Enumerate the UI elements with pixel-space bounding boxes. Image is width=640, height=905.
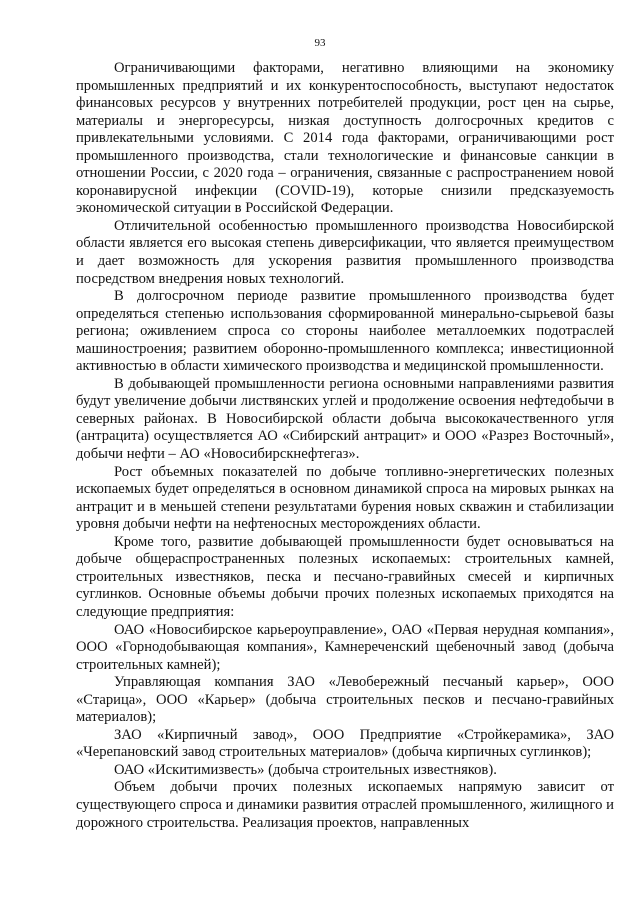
- paragraph-stone-enterprises: ОАО «Новосибирское карьероуправление», ОАО «Первая нерудная компания», ООО «Горнодобывающая компания», Камнереченский щебеночный завод (добыча строительных камней);: [76, 621, 614, 673]
- page-number: 93: [314, 37, 326, 49]
- paragraph-sand-enterprises: Управляющая компания ЗАО «Левобережный песчаный карьер», ООО «Старица», ООО «Карьер» (добыча строительных песков и песчано-гравийных материалов);: [76, 674, 614, 726]
- paragraph-limestone-enterprise: ОАО «Искитимизвесть» (добыча строительных известняков).: [114, 761, 497, 778]
- paragraph-clay-enterprises: ЗАО «Кирпичный завод», ООО Предприятие «Стройкерамика», ЗАО «Черепановский завод строительных материалов» (добыча кирпичных суглинков);: [76, 726, 614, 761]
- paragraph-diversification: Отличительной особенностью промышленного производства Новосибирской области является его высокая степень диверсификации, что является преимуществом и дает возможность для ускорения развития промышленного производства посредством внедрения новых технологий.: [76, 217, 614, 287]
- paragraph-limiting-factors: Ограничивающими факторами, негативно влияющими на экономику промышленных предприятий и их конкурентоспособность, выступают недостаток финансовых ресурсов у внутренних потребителей продукции, рост цен на сырье, материалы и энергоресурсы, низкая доступность долгосрочных кредитов с привлекательными условиями. С 2014 года факторами, ограничивающими рост промышленного производства, стали технологические и финансовые санкции в отношении России, с 2020 года – ограничения, связанные с распространением новой коронавирусной инфекции (COVID-19), которые снизили предсказуемость экономической ситуации в Российской Федерации.: [76, 60, 614, 217]
- paragraph-mining-directions: В добывающей промышленности региона основными направлениями развития будут увеличение добычи листвянских углей и продолжение освоения нефтедобычи в северных районах. В Новосибирской области добыча высококачественного угля (антрацита) осуществляется АО «Сибирский антрацит» и ООО «Разрез Восточный», добычи нефти – АО «Новосибирскнефтегаз».: [76, 375, 614, 463]
- paragraph-common-minerals: Кроме того, развитие добывающей промышленности будет основываться на добыче общераспространенных полезных ископаемых: строительных камней, строительных известняков, песка и песчано-гравийных смесей и кирпичных суглинков. Основные объемы добычи прочих полезных ископаемых приходятся на следующие предприятия:: [76, 533, 614, 620]
- paragraph-extraction-volume: Объем добычи прочих полезных ископаемых напрямую зависит от существующего спроса и динамики развития отраслей промышленного, жилищного и дорожного строительства. Реализация проектов, направленных: [76, 779, 614, 831]
- paragraph-long-term-development: В долгосрочном периоде развитие промышленного производства будет определяться степенью использования сформированной минерально-сырьевой базы региона; оживлением спроса со стороны наиболее металлоемких подотраслей машиностроения; развитием оборонно-промышленного комплекса; инвестиционной активностью в области химического производства и медицинской промышленности.: [76, 288, 614, 375]
- document-body: [76, 60, 614, 832]
- paragraph-fuel-extraction-growth: Рост объемных показателей по добыче топливно-энергетических полезных ископаемых будет определяться в основном динамикой спроса на мировых рынках на антрацит и в меньшей степени результатами бурения новых скважин и стабилизации уровня добычи нефти на нефтеносных месторождениях области.: [76, 463, 614, 533]
